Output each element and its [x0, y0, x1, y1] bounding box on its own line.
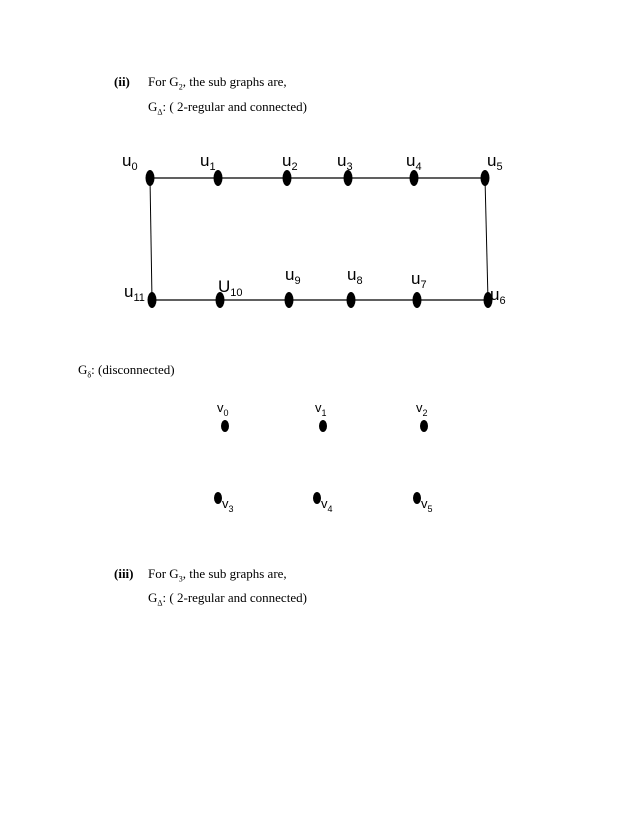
vertex-label-u5-letter: u	[487, 151, 497, 170]
vertex-label-u5	[487, 151, 503, 173]
vertex-label-u1	[200, 151, 216, 173]
section-iii-line2-suffix: : ( 2-regular and connected)	[162, 590, 307, 605]
vertex-label-u7-index: 7	[420, 279, 427, 291]
vertex-u7	[413, 292, 422, 308]
section-ii-line2	[148, 99, 307, 117]
vertex-u8	[347, 292, 356, 308]
vertex-v2	[420, 420, 428, 432]
vertex-label-u4	[406, 151, 422, 173]
vertex-label-v0-index: 0	[223, 408, 229, 418]
vertex-label-u11-index: 11	[133, 292, 145, 304]
vertex-label-u2	[282, 151, 298, 173]
vertex-label-u3-letter: u	[337, 151, 347, 170]
section-iii-line1	[148, 566, 287, 584]
vertex-label-u8-letter: u	[347, 265, 357, 284]
vertex-label-u1-index: 1	[209, 161, 216, 173]
vertex-label-v4-index: 4	[327, 504, 333, 514]
vertex-label-u7	[411, 269, 427, 291]
vertex-u5	[481, 170, 490, 186]
vertex-label-v3-letter: v	[222, 496, 229, 511]
vertex-label-v5	[421, 496, 433, 514]
vertex-label-u2-index: 2	[291, 161, 298, 173]
vertex-label-u7-letter: u	[411, 269, 421, 288]
vertex-label-v5-letter: v	[421, 496, 428, 511]
section-iii-marker: (iii)	[114, 566, 134, 581]
vertex-label-v1-letter: v	[315, 400, 322, 415]
edge-u0-u11	[150, 178, 152, 300]
section-iii-line1-sub: 3	[178, 574, 183, 584]
vertex-label-u9	[285, 265, 301, 287]
vertex-label-v4	[321, 496, 333, 514]
vertex-label-u9-letter: u	[285, 265, 295, 284]
vertex-v3	[214, 492, 222, 504]
section-iii-line2-sub: Δ	[157, 598, 163, 608]
g-delta-sub: δ	[87, 370, 92, 380]
vertex-label-u1-letter: u	[200, 151, 210, 170]
vertex-label-v5-index: 5	[427, 504, 433, 514]
vertex-label-u2-letter: u	[282, 151, 292, 170]
vertex-label-u0	[122, 151, 138, 173]
section-iii-line2-prefix: G	[148, 590, 158, 605]
vertex-label-v0	[217, 400, 229, 418]
g-delta-suffix: : (disconnected)	[91, 362, 175, 377]
vertex-label-u10-letter: U	[218, 277, 231, 296]
vertex-label-u10	[218, 277, 243, 299]
section-ii-line1-sub: 2	[178, 82, 183, 92]
vertex-u2	[283, 170, 292, 186]
vertex-label-u10-index: 10	[230, 287, 243, 299]
vertex-label-u3-index: 3	[346, 161, 353, 173]
vertex-v4	[313, 492, 321, 504]
vertex-label-v3	[222, 496, 234, 514]
vertex-label-u3	[337, 151, 353, 173]
vertex-label-v4-letter: v	[321, 496, 328, 511]
vertex-label-u11	[124, 282, 145, 304]
vertex-label-u6-letter: u	[490, 285, 500, 304]
section-ii-line2-sub: Δ	[157, 107, 163, 117]
section-ii-marker: (ii)	[114, 74, 130, 89]
vertex-v5	[413, 492, 421, 504]
vertex-label-v2-index: 2	[422, 408, 428, 418]
vertex-label-v1-index: 1	[321, 408, 327, 418]
section-ii-line1-suffix: , the sub graphs are,	[182, 74, 287, 89]
section-ii-line2-prefix: G	[148, 99, 158, 114]
vertex-label-v2	[416, 400, 428, 418]
vertex-label-v3-index: 3	[228, 504, 234, 514]
vertex-label-v2-letter: v	[416, 400, 423, 415]
vertex-label-u5-index: 5	[496, 161, 503, 173]
vertex-label-u8	[347, 265, 363, 287]
cycle-graph-u	[0, 140, 638, 330]
vertex-label-v1	[315, 400, 327, 418]
section-ii-line1-prefix: For G	[148, 74, 179, 89]
isolated-vertices-graph-v	[0, 390, 638, 525]
vertex-label-u6	[490, 285, 506, 307]
vertex-label-u4-letter: u	[406, 151, 416, 170]
vertex-label-u0-letter: u	[122, 151, 132, 170]
section-iii-line1-suffix: , the sub graphs are,	[182, 566, 287, 581]
section-iii-line1-prefix: For G	[148, 566, 179, 581]
vertex-label-u6-index: 6	[499, 295, 506, 307]
vertex-label-v0-letter: v	[217, 400, 224, 415]
vertex-label-u8-index: 8	[356, 275, 363, 287]
g-delta-disconnected-heading	[78, 362, 175, 380]
vertex-u0	[146, 170, 155, 186]
vertex-v0	[221, 420, 229, 432]
vertex-label-u9-index: 9	[294, 275, 301, 287]
g-delta-prefix: G	[78, 362, 88, 377]
vertex-u11	[148, 292, 157, 308]
vertex-label-u11-letter: u	[124, 282, 134, 301]
vertex-label-u0-index: 0	[131, 161, 138, 173]
vertex-u9	[285, 292, 294, 308]
edge-u5-u6	[485, 178, 488, 300]
section-ii-line2-suffix: : ( 2-regular and connected)	[162, 99, 307, 114]
section-ii-line1	[148, 74, 287, 92]
section-iii-line2	[148, 590, 307, 608]
vertex-v1	[319, 420, 327, 432]
vertex-label-u4-index: 4	[415, 161, 422, 173]
